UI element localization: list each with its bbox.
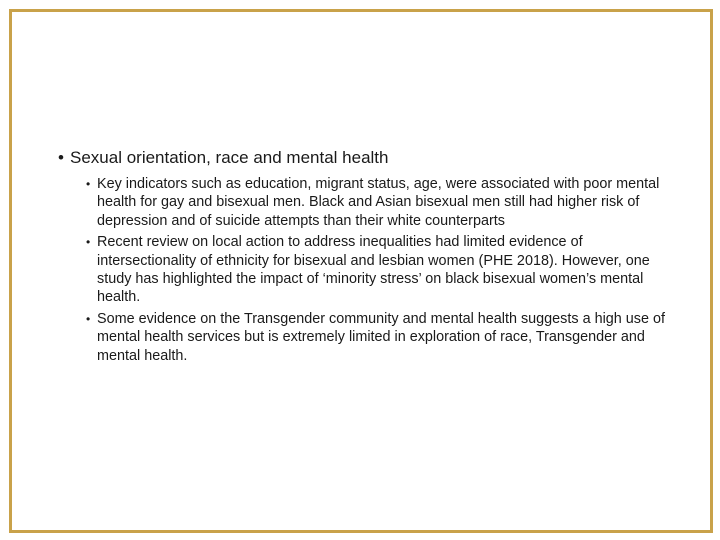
main-bullet-text: Sexual orientation, race and mental health [70,148,389,167]
main-bullet [58,146,668,170]
bullet-marker: • [58,148,64,167]
sub-bullet-item [86,233,668,307]
sub-bullet-item [86,175,668,230]
sub-bullet-text: Some evidence on the Transgender community and mental health suggests a high use of mental health services but is extremely limited in exploration of race, Transgender and mental health. [97,310,665,364]
sub-bullet-text: Recent review on local action to address inequalities had limited evidence of intersectionality of ethnicity for bisexual and lesbian women (PHE 2018). However, one study has highlighted the impact of ‘minority stress’ on black bisexual women’s mental health. [97,234,650,306]
sub-bullet-text: Key indicators such as education, migrant status, age, were associated with poor mental health for gay and bisexual men. Black and Asian bisexual men still had higher risk of depression and of suicide attempts than their white counterparts [97,176,660,229]
sub-bullet-item [86,310,668,365]
bullet-marker: • [86,235,91,250]
sub-bullet-list [58,175,668,365]
bullet-marker: • [86,177,91,191]
bullet-marker: • [86,311,91,326]
slide-content [58,146,668,368]
